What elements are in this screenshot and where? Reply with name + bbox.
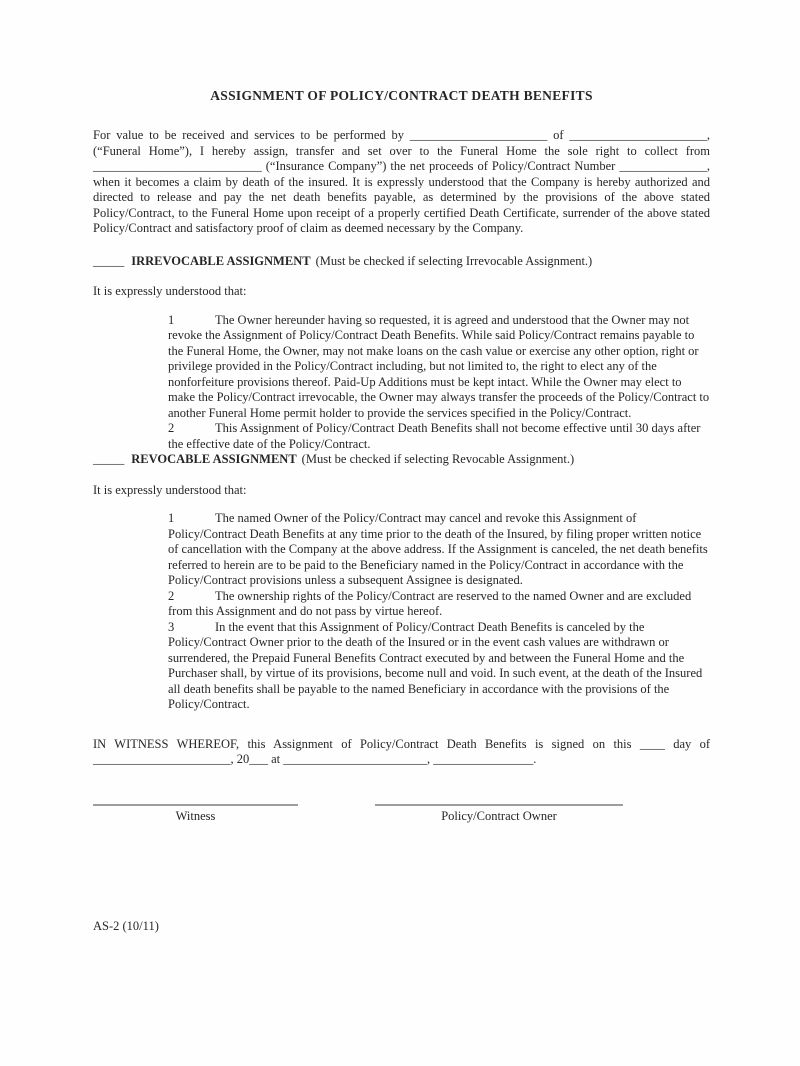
owner-signature-block bbox=[375, 804, 623, 825]
numbered-item bbox=[168, 620, 710, 713]
form-number: AS-2 (10/11) bbox=[93, 919, 159, 933]
numbered-item bbox=[168, 313, 710, 422]
witness-signature-block bbox=[93, 804, 298, 825]
irrevocable-heading: IRREVOCABLE ASSIGNMENT bbox=[131, 253, 311, 268]
item-text: This Assignment of Policy/Contract Death Benefits shall not become effective until 30 days after the effective date of the Policy/Contract. bbox=[168, 421, 701, 451]
revocable-heading: REVOCABLE ASSIGNMENT bbox=[131, 452, 297, 466]
item-number: 3 bbox=[168, 619, 175, 634]
item-number: 2 bbox=[168, 421, 175, 435]
revocable-items bbox=[93, 511, 710, 713]
irrevocable-note: (Must be checked if selecting Irrevocable Assignment.) bbox=[315, 253, 593, 268]
irrevocable-heading-line bbox=[93, 254, 710, 270]
item-number: 2 bbox=[168, 588, 175, 603]
irrevocable-items bbox=[93, 313, 710, 453]
intro-paragraph: For value to be received and services to be performed by ______________________ of ______________________, (“Funeral Home”), I hereby assign, transfer and set over to the Funeral Home the sole right to collect from ___________________________ (“Insurance Company”) the net proceeds of Policy/Contract Number ______________, when it becomes a claim by death of the insured. It is expressly understood that the Company is hereby authorized and directed to release and pay the net death benefits payable, as determined by the provisions of the above stated Policy/Contract, to the Funeral Home upon receipt of a properly certified Death Certificate, surrender of the above stated Policy/Contract and satisfactory proof of claim as deemed necessary by the Company. bbox=[93, 128, 710, 235]
signature-row bbox=[93, 804, 710, 825]
signature-spacer bbox=[298, 804, 375, 825]
owner-label: Policy/Contract Owner bbox=[441, 808, 557, 823]
item-text: The named Owner of the Policy/Contract may cancel and revoke this Assignment of Policy/Contract Death Benefits at any time prior to the death of the Insured, by filing proper written notice of cancellation with the Company at the above address. If the Assignment is canceled, the net death benefits referred to herein are to be paid to the Beneficiary named in the Policy/Contract in accordance with the Policy/Contract provisions unless a subsequent Assignee is designated. bbox=[168, 511, 708, 587]
irrevocable-checkbox-blank: _____ bbox=[93, 253, 125, 268]
page-title: ASSIGNMENT OF POLICY/CONTRACT DEATH BENEFITS bbox=[210, 88, 593, 103]
item-number: 1 bbox=[168, 511, 175, 525]
revocable-checkbox-blank: _____ bbox=[93, 452, 125, 466]
item-text: The Owner hereunder having so requested, it is agreed and understood that the Owner may not revoke the Assignment of Policy/Contract Death Benefits. While said Policy/Contract remains payable to the Funeral Home, the Owner, may not make loans on the cash value or exercise any other option, right or privilege provided in the Policy/Contract including, but not limited to, the right to elect any of the nonforfeiture provisions thereof. Paid-Up Additions must be kept intact. While the Owner may elect to make the Policy/Contract irrevocable, the Owner may always transfer the proceeds of the Policy/Contract to another Funeral Home permit holder to provide the services specified in the Policy/Contract. bbox=[168, 312, 710, 420]
revocable-lead: It is expressly understood that: bbox=[93, 482, 247, 497]
witness-label: Witness bbox=[175, 808, 216, 823]
numbered-item bbox=[168, 589, 710, 620]
item-number: 1 bbox=[168, 312, 175, 327]
irrevocable-lead: It is expressly understood that: bbox=[93, 284, 247, 298]
item-text: The ownership rights of the Policy/Contract are reserved to the named Owner and are excluded from this Assignment and do not pass by virtue hereof. bbox=[168, 588, 692, 618]
numbered-item bbox=[168, 421, 710, 452]
numbered-item bbox=[168, 511, 710, 589]
witness-clause: IN WITNESS WHEREOF, this Assignment of Policy/Contract Death Benefits is signed on this ____ day of ______________________, 20___ at _______________________, ________________. bbox=[93, 736, 710, 766]
item-text: In the event that this Assignment of Policy/Contract Death Benefits is canceled by the Policy/Contract Owner prior to the death of the Insured or in the event cash values are withdrawn or surrendered, the Prepaid Funeral Benefits Contract executed by and between the Funeral Home and the Purchaser shall, by virtue of its provisions, become null and void. In such event, at the death of the Insured all death benefits shall be payable to the named Beneficiary in accordance with the provisions of the Policy/Contract. bbox=[168, 619, 703, 711]
revocable-note: (Must be checked if selecting Revocable Assignment.) bbox=[301, 452, 575, 466]
revocable-heading-line bbox=[93, 452, 710, 468]
